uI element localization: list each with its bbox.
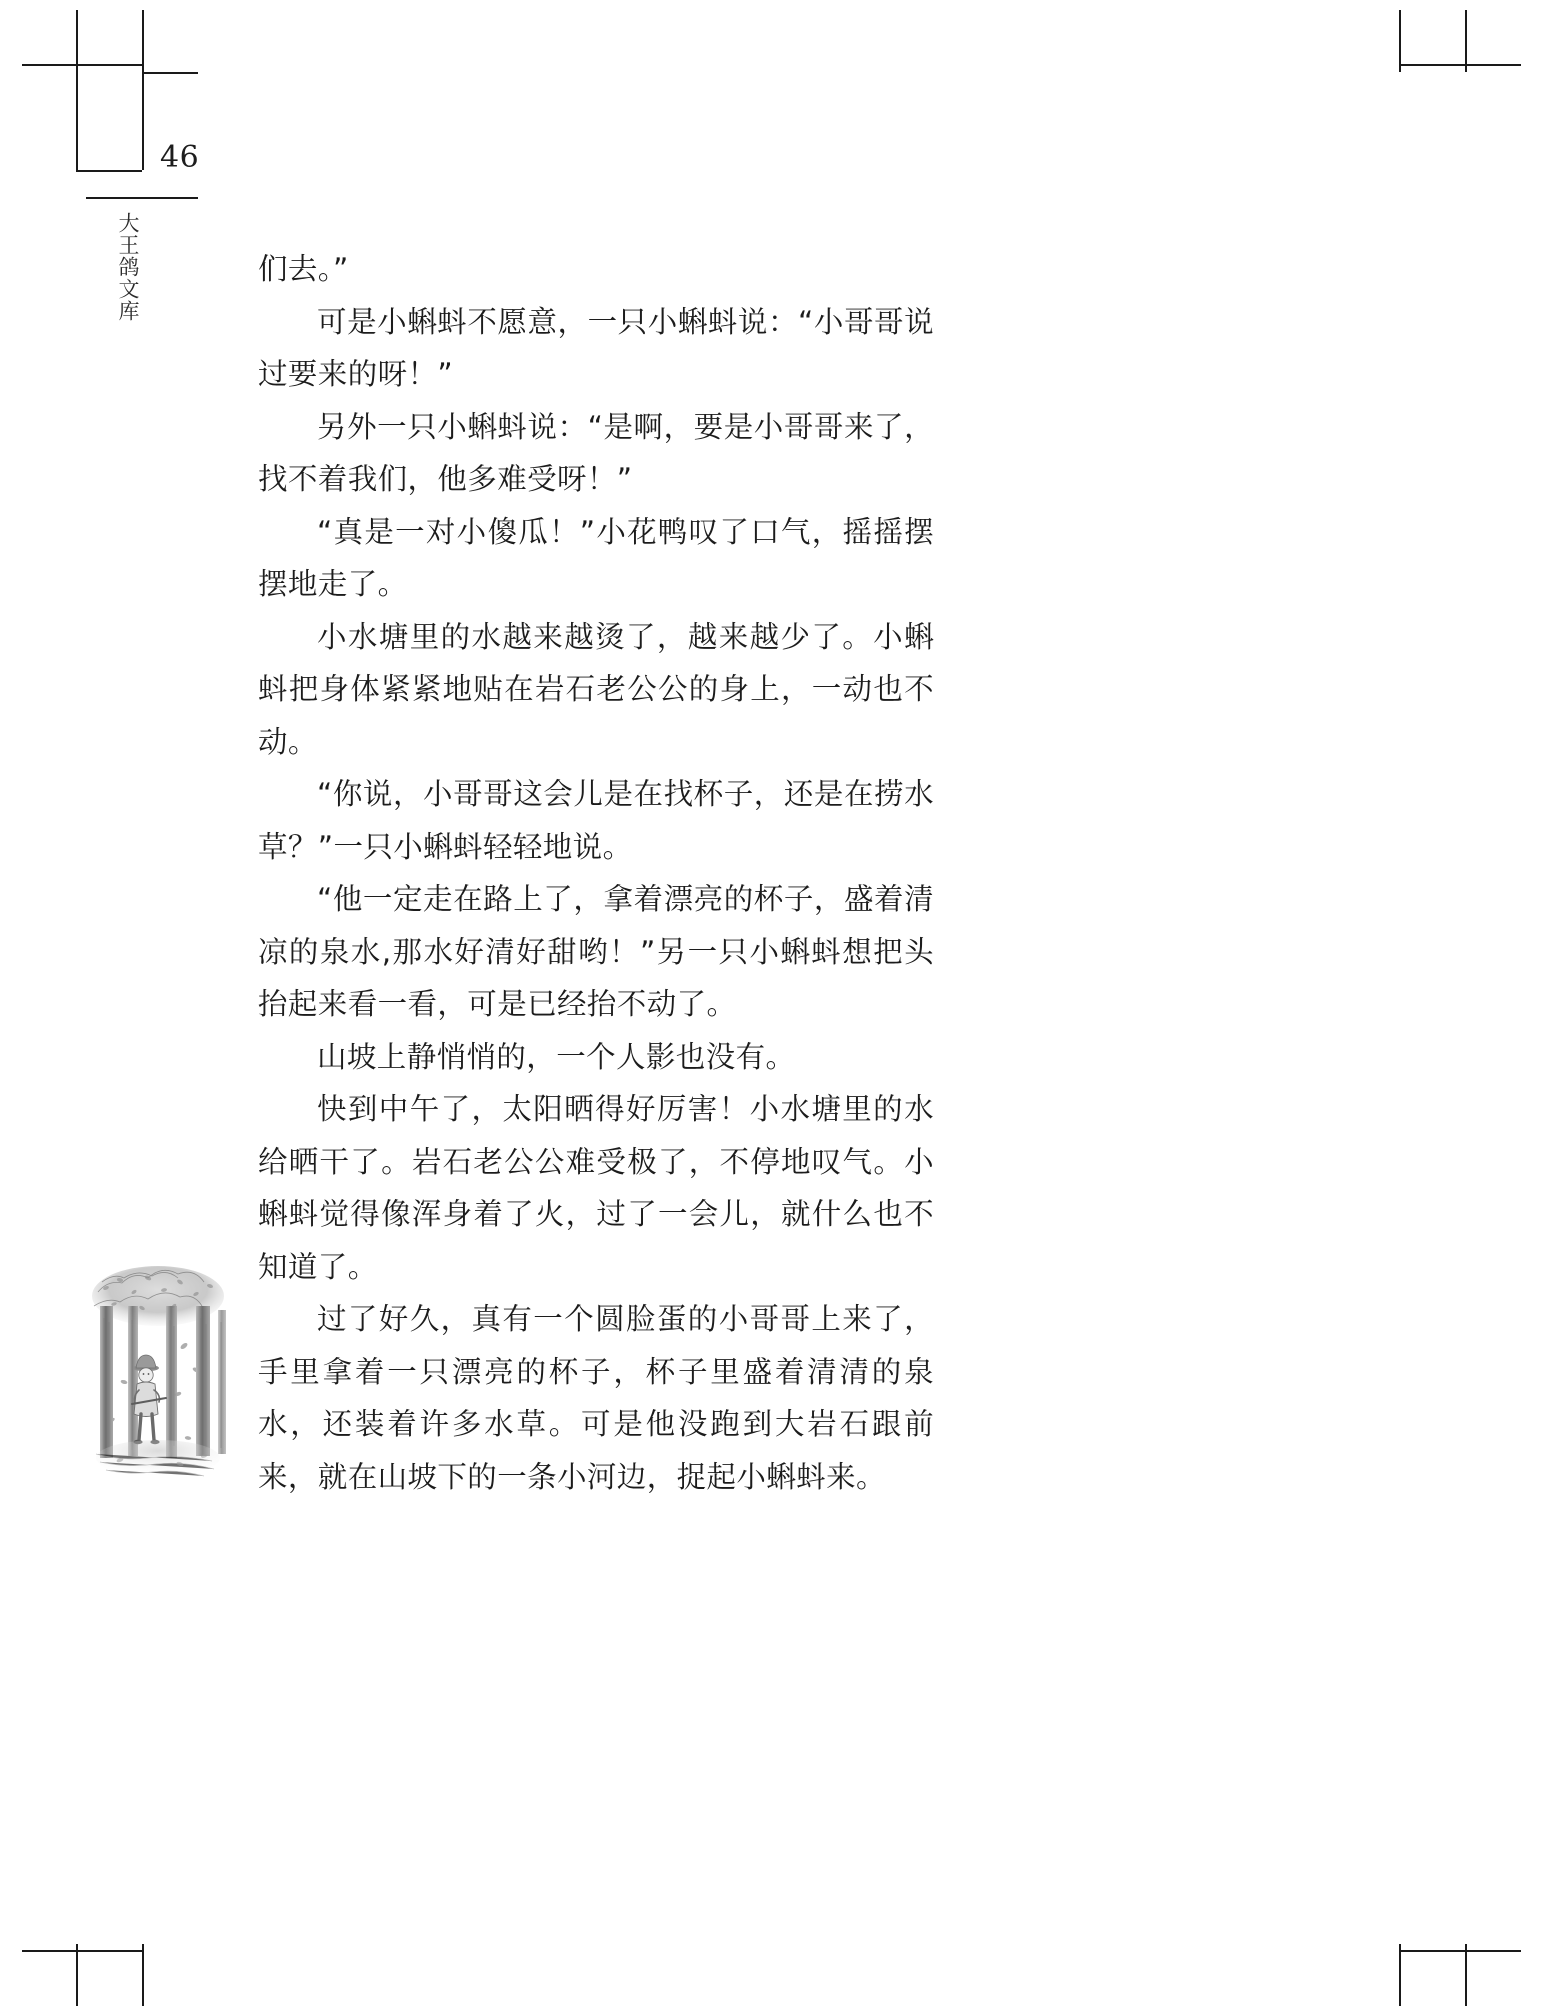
crop-mark-top-left: [142, 10, 198, 74]
crop-mark-top-left: [22, 10, 78, 66]
crop-mark-top-left: [76, 10, 78, 170]
crop-mark-top-left: [76, 170, 142, 172]
crop-mark-bottom-left: [22, 1950, 78, 2006]
body-paragraph: 山坡上静悄悄的，一个人影也没有。: [317, 1039, 796, 1074]
body-text: [258, 243, 934, 1503]
body-paragraph: 们去。”: [258, 252, 349, 286]
page-number: 46: [160, 140, 200, 175]
crop-mark-top-right: [1465, 10, 1467, 72]
series-title: 大王鸽文库: [116, 212, 140, 322]
pencil-sketch-boy-in-forest-illustration: [84, 1262, 236, 1494]
crop-mark-bottom-left: [76, 1944, 78, 2006]
crop-mark-bottom-right: [1465, 1944, 1467, 2006]
running-head-rule: [86, 197, 198, 199]
crop-mark-top-right: [1465, 10, 1521, 66]
body-paragraph: 过了好久，真有一个圆脸蛋的小哥哥上来了，手里拿着一只漂亮的杯子，杯子里盛着清清的泉水，还装着许多水草。可是他没跑到大岩石跟前来，就在山坡下的一条小河边，捉起小蝌蚪来。: [258, 1302, 934, 1494]
crop-mark-top-left: [142, 72, 144, 170]
crop-mark-bottom-right: [1399, 1944, 1401, 2006]
body-paragraph: 快到中午了，太阳晒得好厉害！小水塘里的水给晒干了。岩石老公公难受极了，不停地叹气。小蝌蚪觉得像浑身着了火，过了一会儿，就什么也不知道了。: [258, 1092, 934, 1284]
body-paragraph: “真是一对小傻瓜！”小花鸭叹了口气，摇摇摆摆地走了。: [258, 514, 934, 601]
body-paragraph: 小水塘里的水越来越烫了，越来越少了。小蝌蚪把身体紧紧地贴在岩石老公公的身上，一动也不动。: [258, 619, 934, 759]
crop-mark-bottom-right: [1401, 1950, 1521, 1952]
crop-mark-bottom-left: [22, 1950, 142, 1952]
crop-mark-bottom-right: [1465, 1950, 1521, 2006]
crop-mark-top-right: [1399, 10, 1401, 72]
crop-mark-top-left: [22, 64, 142, 66]
body-paragraph: “你说，小哥哥这会儿是在找杯子，还是在捞水草？”一只小蝌蚪轻轻地说。: [258, 777, 934, 864]
body-paragraph: “他一定走在路上了，拿着漂亮的杯子，盛着清凉的泉水,那水好清好甜哟！”另一只小蝌蚪想把头抬起来看一看，可是已经抬不动了。: [258, 882, 934, 1021]
crop-mark-top-right: [1401, 64, 1521, 66]
forest-sketch-svg: [84, 1262, 236, 1494]
body-paragraph: 可是小蝌蚪不愿意，一只小蝌蚪说：“小哥哥说过要来的呀！”: [258, 304, 934, 391]
body-paragraph: 另外一只小蝌蚪说：“是啊，要是小哥哥来了，找不着我们，他多难受呀！”: [258, 409, 934, 496]
crop-mark-bottom-left: [142, 1944, 144, 2006]
